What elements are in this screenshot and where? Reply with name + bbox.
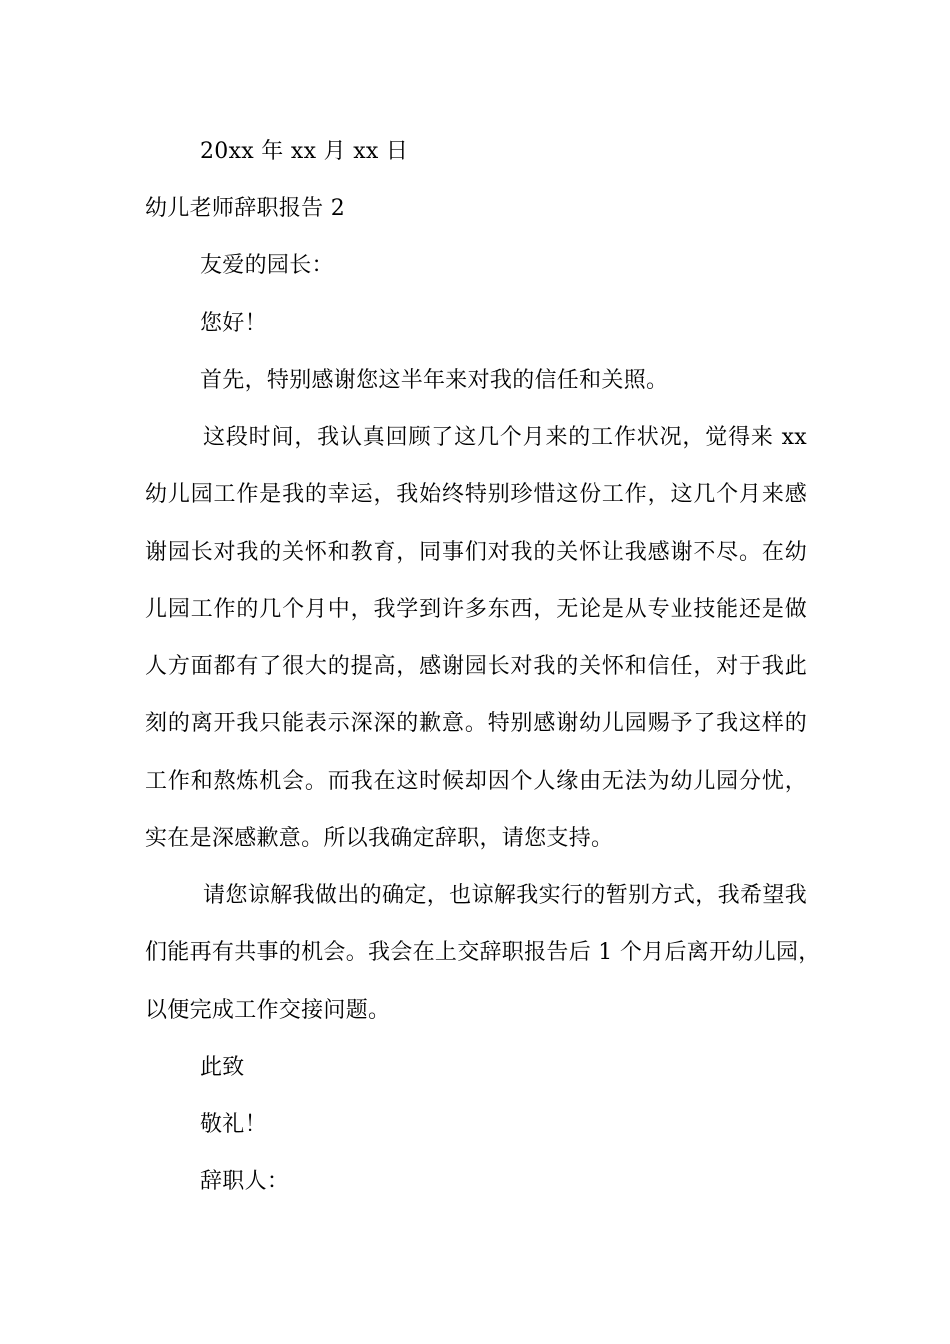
paragraph-thanks: 首先，特别感谢您这半年来对我的信任和关照。 (200, 368, 669, 393)
paragraph-body-line: 实在是深感歉意。所以我确定辞职，请您支持。 (145, 826, 614, 851)
paragraph-body-line: 工作和熬炼机会。而我在这时候却因个人缘由无法为幼儿园分忧， (145, 769, 807, 794)
paragraph-body-line: 刻的离开我只能表示深深的歉意。特别感谢幼儿园赐予了我这样的 (145, 711, 807, 736)
document-title: 幼儿老师辞职报告 2 (145, 196, 345, 221)
date-line: 20xx 年 xx 月 xx 日 (200, 139, 409, 164)
salutation: 友爱的园长： (200, 253, 334, 278)
paragraph-body-line: 这段时间，我认真回顾了这几个月来的工作状况，觉得来 xx (203, 425, 807, 450)
paragraph-body-line: 儿园工作的几个月中，我学到许多东西，无论是从专业技能还是做 (145, 597, 807, 622)
paragraph-body-line: 幼儿园工作是我的幸运，我始终特别珍惜这份工作，这几个月来感 (145, 482, 807, 507)
paragraph-body-line: 人方面都有了很大的提高，感谢园长对我的关怀和信任，对于我此 (145, 654, 807, 679)
closing-line: 此致 (200, 1055, 245, 1080)
signature-label: 辞职人： (200, 1169, 290, 1194)
paragraph-body-line: 谢园长对我的关怀和教育，同事们对我的关怀让我感谢不尽。在幼 (145, 540, 807, 565)
paragraph-request-line: 以便完成工作交接问题。 (145, 998, 391, 1023)
closing-regards: 敬礼！ (200, 1112, 267, 1137)
greeting: 您好！ (200, 311, 267, 336)
paragraph-request-line: 请您谅解我做出的确定，也谅解我实行的暂别方式，我希望我 (203, 883, 807, 908)
paragraph-request-line: 们能再有共事的机会。我会在上交辞职报告后 1 个月后离开幼儿园， (145, 940, 821, 965)
